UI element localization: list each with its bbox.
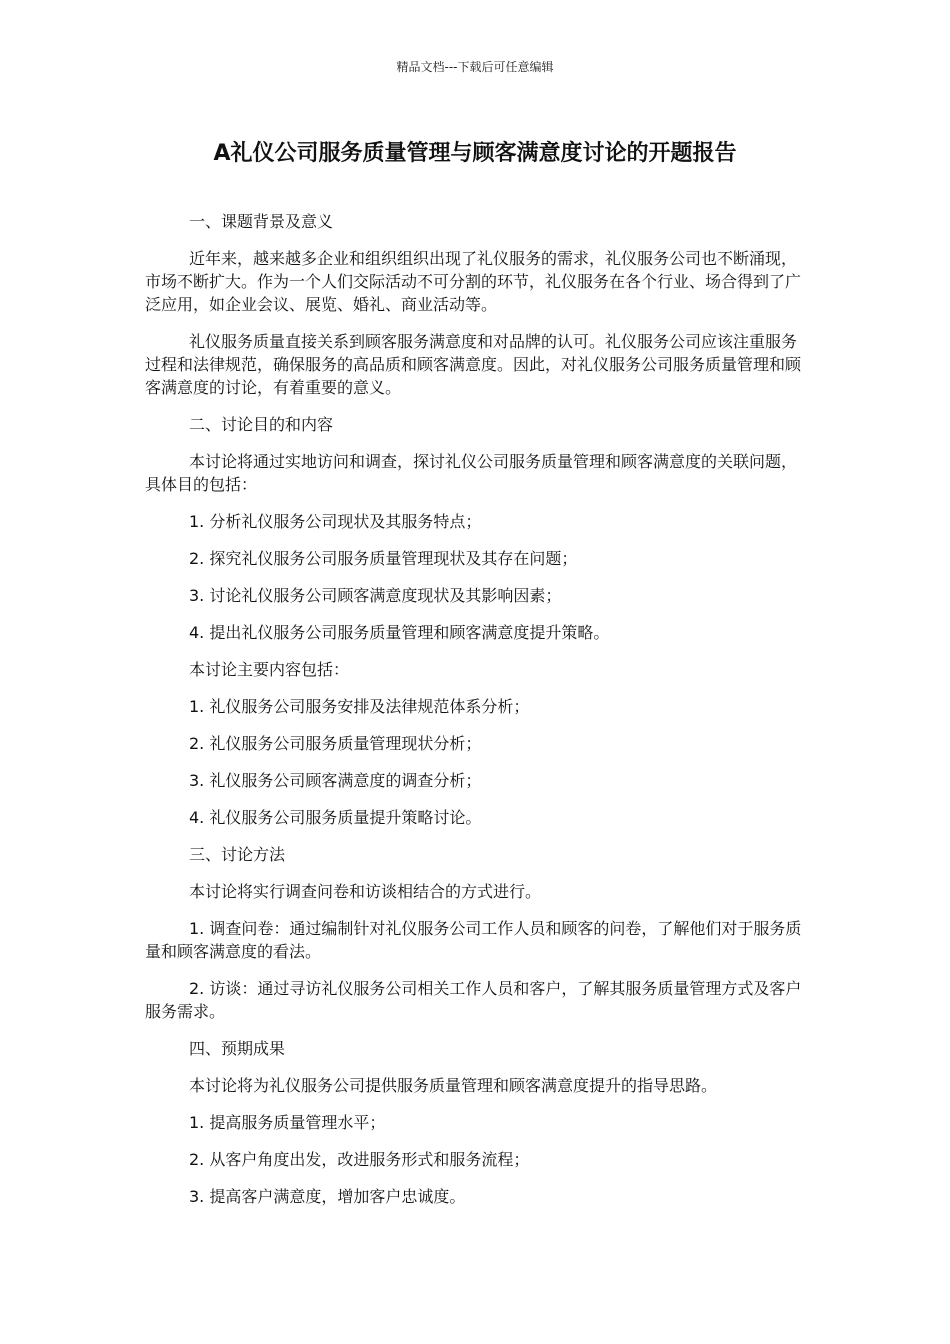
paragraph: 近年来，越来越多企业和组织组织出现了礼仪服务的需求，礼仪服务公司也不断涌现，市场不断扩大。作为一个人们交际活动不可分割的环节，礼仪服务在各个行业、场合得到了广泛应用，如企业会议、展览、婚礼、商业活动等。: [145, 249, 802, 314]
section-heading-goals: 二、讨论目的和内容: [189, 415, 334, 434]
list-item: 2. 从客户角度出发，改进服务形式和服务流程；: [189, 1150, 530, 1169]
document-body: [145, 210, 810, 1222]
list-item: 2. 礼仪服务公司服务质量管理现状分析；: [189, 734, 482, 753]
section-heading-methods: 三、讨论方法: [189, 845, 286, 864]
section-heading-background: 一、课题背景及意义: [189, 212, 334, 231]
list-item: 3. 讨论礼仪服务公司顾客满意度现状及其影响因素；: [189, 586, 562, 605]
document-title: A礼仪公司服务质量管理与顾客满意度讨论的开题报告: [213, 141, 737, 166]
list-item: 4. 礼仪服务公司服务质量提升策略讨论。: [189, 808, 482, 827]
paragraph: 本讨论主要内容包括：: [189, 660, 350, 679]
paragraph: 本讨论将为礼仪服务公司提供服务质量管理和顾客满意度提升的指导思路。: [189, 1076, 718, 1095]
list-item: 1. 礼仪服务公司服务安排及法律规范体系分析；: [189, 697, 530, 716]
list-item: 3. 提高客户满意度，增加客户忠诚度。: [189, 1187, 466, 1206]
list-item: 1. 分析礼仪服务公司现状及其服务特点；: [189, 512, 482, 531]
list-item: 1. 调查问卷：通过编制针对礼仪服务公司工作人员和顾客的问卷，了解他们对于服务质量和顾客满意度的看法。: [145, 919, 802, 961]
paragraph: 本讨论将通过实地访问和调查，探讨礼仪公司服务质量管理和顾客满意度的关联问题，具体目的包括：: [145, 452, 798, 494]
section-heading-outcomes: 四、预期成果: [189, 1039, 286, 1058]
header-note: 精品文档---下载后可任意编辑: [396, 60, 554, 74]
list-item: 3. 礼仪服务公司顾客满意度的调查分析；: [189, 771, 482, 790]
paragraph: 礼仪服务质量直接关系到顾客服务满意度和对品牌的认可。礼仪服务公司应该注重服务过程和法律规范，确保服务的高品质和顾客满意度。因此，对礼仪服务公司服务质量管理和顾客满意度的讨论，有着重要的意义。: [145, 332, 802, 397]
list-item: 1. 提高服务质量管理水平；: [189, 1113, 386, 1132]
list-item: 4. 提出礼仪服务公司服务质量管理和顾客满意度提升策略。: [189, 623, 610, 642]
list-item: 2. 探究礼仪服务公司服务质量管理现状及其存在问题；: [189, 549, 578, 568]
paragraph: 本讨论将实行调查问卷和访谈相结合的方式进行。: [189, 882, 542, 901]
list-item: 2. 访谈：通过寻访礼仪服务公司相关工作人员和客户，了解其服务质量管理方式及客户服务需求。: [145, 979, 802, 1021]
